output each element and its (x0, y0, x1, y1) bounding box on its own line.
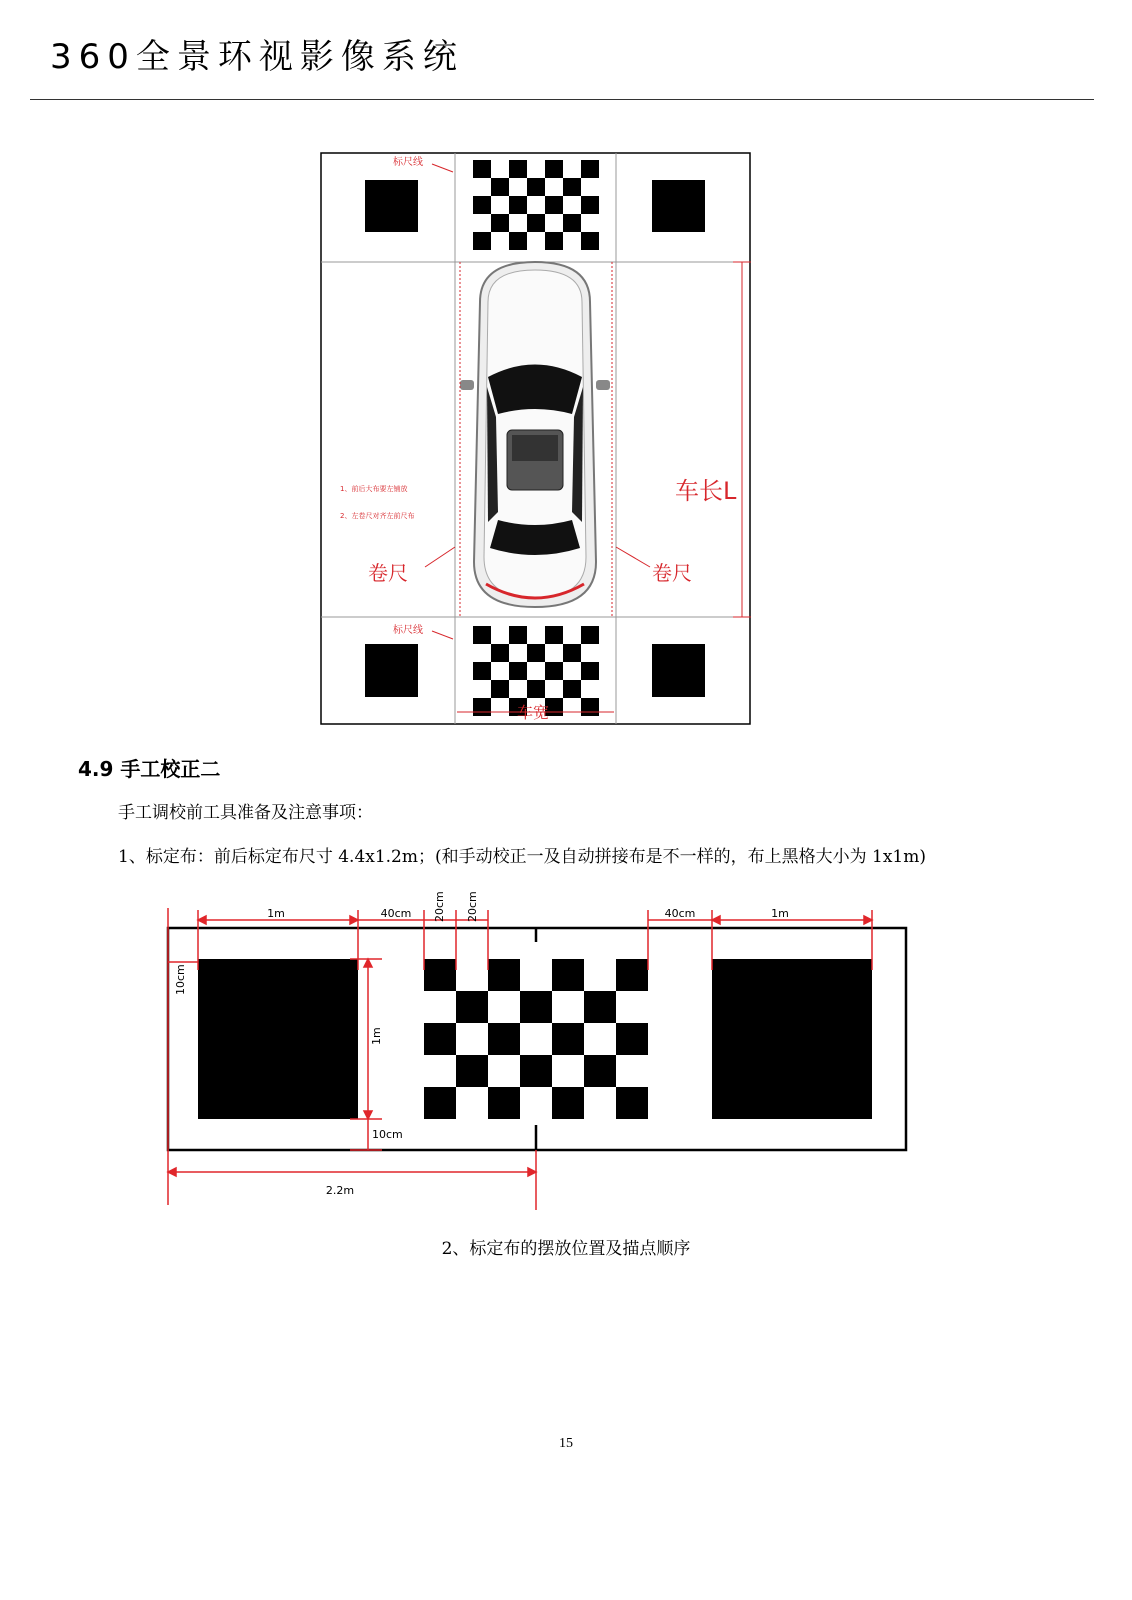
dim-1m-left: 1m (267, 907, 285, 920)
dim-10cm-left: 10cm (174, 964, 187, 995)
ruler-line-label-bottom: 标尺线 (393, 625, 423, 636)
document-header-title: 360全景环视影像系统 (50, 37, 464, 77)
dim-1m-right: 1m (771, 907, 789, 920)
car-top-view (460, 262, 610, 607)
figure1-note-2: 2、左卷尺对齐左前尺布 (340, 512, 415, 520)
dim-1m-vertical: 1m (370, 1027, 383, 1045)
calibration-layout-figure (320, 152, 752, 726)
ruler-line-label-top: 标尺线 (393, 157, 423, 168)
dim-20cm-a: 20cm (433, 891, 446, 922)
item-1-paragraph: 1、标定布：前后标定布尺寸 4.4x1.2m；(和手动校正一及自动拼接布是不一样的，布上黑格大小为 1x1m) (118, 847, 927, 867)
car-length-label: 车长L (675, 477, 737, 505)
header-divider (30, 99, 1094, 100)
top-right-black-square (652, 180, 705, 232)
dim-20cm-b: 20cm (466, 891, 479, 922)
item-2-caption: 2、标定布的摆放位置及描点顺序 (441, 1239, 691, 1259)
dim-40cm-right: 40cm (664, 907, 696, 920)
bottom-left-black-square (365, 644, 418, 697)
tape-measure-label-right: 卷尺 (652, 561, 692, 585)
intro-paragraph: 手工调校前工具准备及注意事项： (118, 803, 373, 823)
figure1-note-1: 1、前后大布要左铺放 (340, 485, 408, 493)
section-heading: 4.9 手工校正二 (78, 757, 221, 781)
right-black-square (712, 959, 872, 1119)
dim-40cm-left: 40cm (380, 907, 412, 920)
page-number: 15 (559, 1436, 573, 1451)
top-left-black-square (365, 180, 418, 232)
tape-measure-label-left: 卷尺 (368, 561, 408, 585)
car-width-label: 车宽 (517, 703, 550, 722)
left-black-square (198, 959, 358, 1119)
dim-10cm-bottom: 10cm (372, 1128, 403, 1141)
dim-2-2m: 2.2m (325, 1184, 355, 1197)
bottom-right-black-square (652, 644, 705, 697)
calibration-cloth-dimension-figure (150, 880, 920, 1220)
